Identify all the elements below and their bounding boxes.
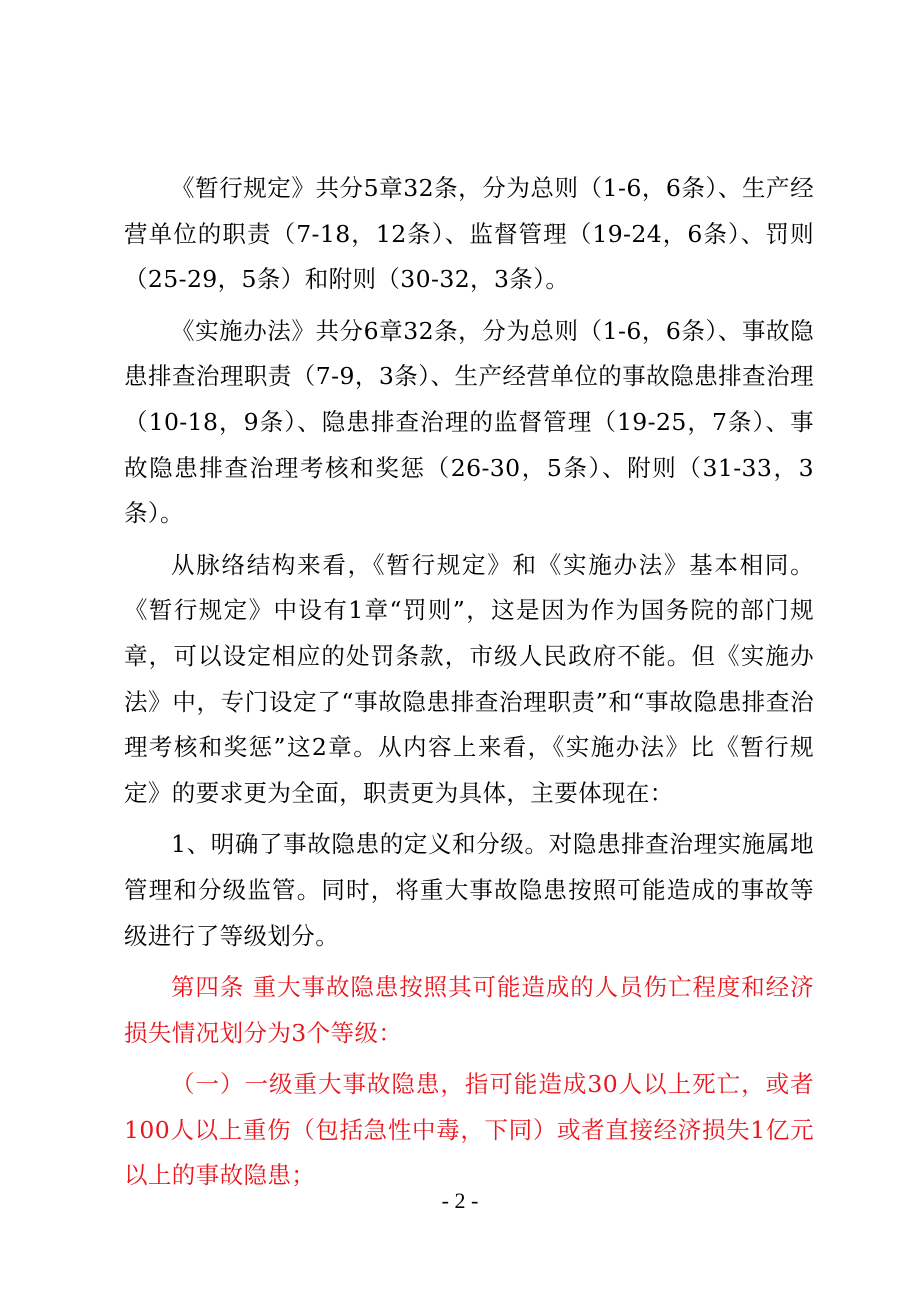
paragraph-structure-comparison: 从脉络结构来看，《暂行规定》和《实施办法》基本相同。《暂行规定》中设有1章“罚则”，这是因为作为国务院的部门规章，可以设定相应的处罚条款，市级人民政府不能。但《实施办法》中，专门设定了“事故隐患排查治理职责”和“事故隐患排查治理考核和奖惩”这2章。从内容上来看，《实施办法》比《暂行规定》的要求更为全面，职责更为具体，主要体现在： [124,550,814,807]
page-number: - 2 - [441,1188,479,1213]
document-body [124,166,814,1205]
paragraph-article-4: 第四条 重大事故隐患按照其可能造成的人员伤亡程度和经济损失情况划分为3个等级： [124,973,814,1047]
paragraph-article-4-item-1: （一）一级重大事故隐患，指可能造成30人以上死亡，或者100人以上重伤（包括急性中毒，下同）或者直接经济损失1亿元以上的事故隐患； [124,1070,814,1190]
paragraph-chapter-summary-implementation-measures: 《实施办法》共分6章32条，分为总则（1-6，6条）、事故隐患排查治理职责（7-9，3条）、生产经营单位的事故隐患排查治理（10-18，9条）、隐患排查治理的监督管理（19-25，7条）、事故隐患排查治理考核和奖惩（26-30，5条）、附则（31-33，3条）。 [124,316,814,528]
paragraph-chapter-summary-interim-provisions: 《暂行规定》共分5章32条，分为总则（1-6，6条）、生产经营单位的职责（7-18，12条）、监督管理（19-24，6条）、罚则（25-29，5条）和附则（30-32，3条）。 [124,174,814,294]
paragraph-point-1: 1、明确了事故隐患的定义和分级。对隐患排查治理实施属地管理和分级监管。同时，将重大事故隐患按照可能造成的事故等级进行了等级划分。 [124,830,814,950]
